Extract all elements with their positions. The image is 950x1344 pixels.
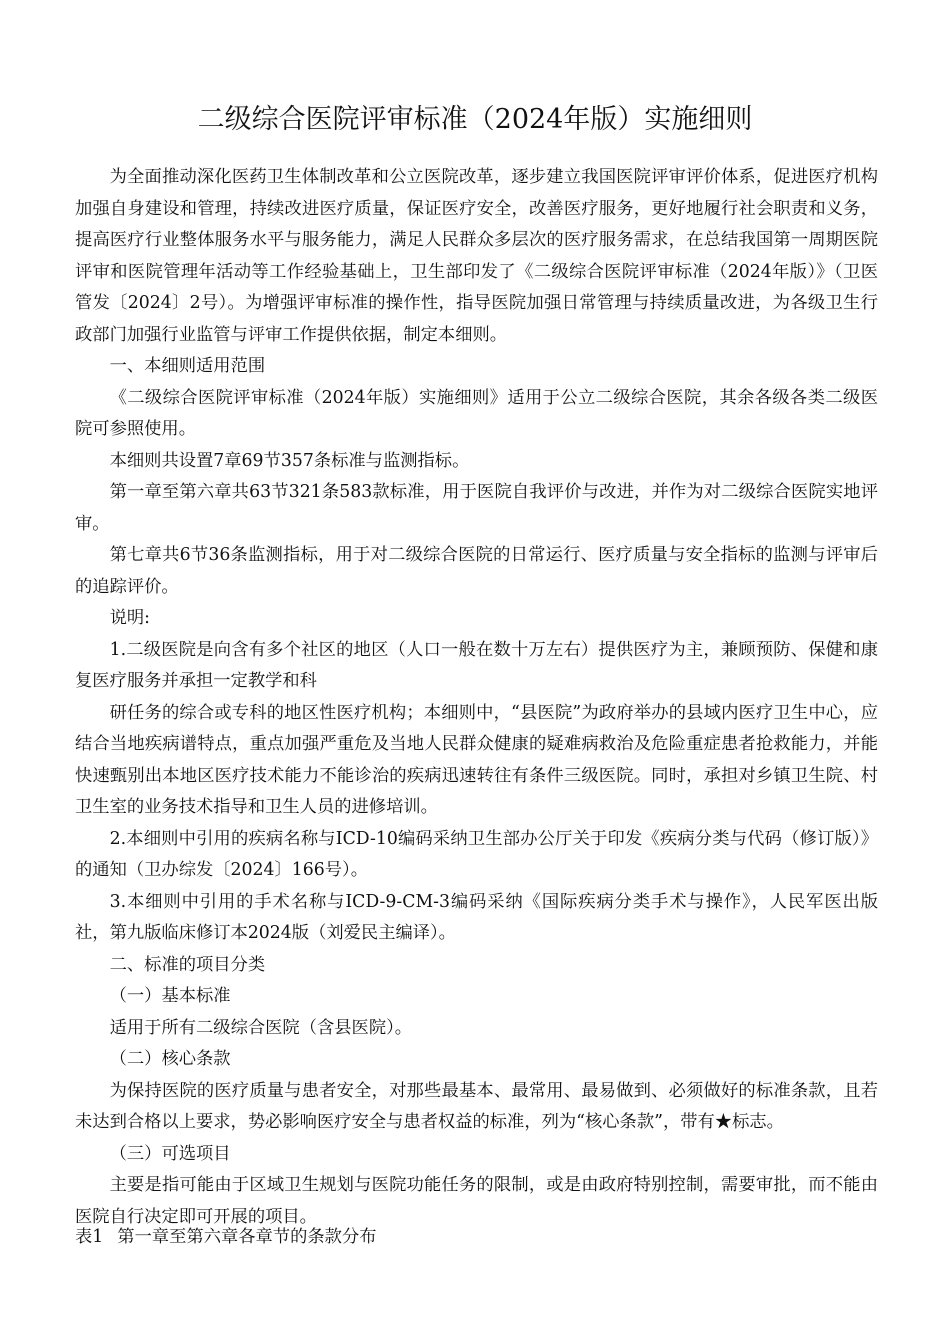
- subheading-basic-standard: （一）基本标准: [109, 986, 231, 1006]
- intro-paragraph: 为全面推动深化医药卫生体制改革和公立医院改革，逐步建立我国医院评审评价体系，促进医疗机构加强自身建设和管理，持续改进医疗质量，保证医疗安全，改善医疗服务，更好地履行社会职责和义务，提高医疗行业整体服务水平与服务能力，满足人民群众多层次的医疗服务需求，在总结我国第一周期医院评审和医院管理年活动等工作经验基础上，卫生部印发了《二级综合医院评审标准（2024年版）》（卫医管发〔2024〕2号）。为增强评审标准的操作性，指导医院加强日常管理与持续质量改进，为各级卫生行政部门加强行业监管与评审工作提供依据，制定本细则。: [75, 167, 878, 345]
- note-2-paragraph: 2.本细则中引用的疾病名称与ICD-10编码采纳卫生部办公厅关于印发《疾病分类与代码（修订版）》的通知（卫办综发〔2024〕166号）。: [75, 828, 878, 880]
- notes-heading: 说明:: [109, 608, 150, 628]
- core-clause-paragraph: 为保持医院的医疗质量与患者安全，对那些最基本、最常用、最易做到、必须做好的标准条款，且若未达到合格以上要求，势必影响医疗安全与患者权益的标准，列为“核心条款”，带有★标志。: [75, 1080, 878, 1132]
- note-3-paragraph: 3.本细则中引用的手术名称与ICD-9-CM-3编码采纳《国际疾病分类手术与操作》，人民军医出版社，第九版临床修订本2024版（刘爱民主编译）。: [75, 891, 878, 943]
- table-caption: [75, 1222, 377, 1254]
- table-caption-text: 第一章至第六章各章节的条款分布: [117, 1227, 377, 1247]
- note-1-continuation: 研任务的综合或专科的地区性医疗机构；本细则中，“县医院”为政府举办的县域内医疗卫生中心，应结合当地疾病谱特点，重点加强严重危及当地人民群众健康的疑难病救治及危险重症患者抢救能力，并能快速甄别出本地区医疗技术能力不能诊治的疾病迅速转往有条件三级医院。同时，承担对乡镇卫生院、村卫生室的业务技术指导和卫生人员的进修培训。: [75, 702, 878, 817]
- subheading-optional-items: （三）可选项目: [109, 1143, 231, 1164]
- scope-paragraph: 《二级综合医院评审标准（2024年版）实施细则》适用于公立二级综合医院，其余各级各类二级医院可参照使用。: [75, 387, 878, 439]
- basic-standard-paragraph: 适用于所有二级综合医院（含县医院）。: [109, 1017, 413, 1038]
- optional-items-paragraph: 主要是指可能由于区域卫生规划与医院功能任务的限制，或是由政府特别控制，需要审批，而不能由医院自行决定即可开展的项目。: [75, 1175, 878, 1227]
- section-heading-classification: 二、标准的项目分类: [109, 954, 266, 975]
- chapters-1-6-paragraph: 第一章至第六章共63节321条583款标准，用于医院自我评价与改进，并作为对二级综合医院实地评审。: [75, 482, 878, 534]
- subheading-core-clause: （二）核心条款: [109, 1049, 231, 1069]
- section-heading-scope: 一、本细则适用范围: [109, 356, 266, 376]
- document-title: 二级综合医院评审标准（2024年版）实施细则: [197, 104, 753, 135]
- table-caption-label: 表1: [75, 1227, 104, 1247]
- structure-paragraph: 本细则共设置7章69节357条标准与监测指标。: [109, 450, 470, 471]
- document-body: [75, 162, 878, 1233]
- note-1-paragraph: 1.二级医院是向含有多个社区的地区（人口一般在数十万左右）提供医疗为主，兼顾预防、保健和康复医疗服务并承担一定教学和科: [75, 639, 878, 691]
- chapter-7-paragraph: 第七章共6节36条监测指标，用于对二级综合医院的日常运行、医疗质量与安全指标的监测与评审后的追踪评价。: [75, 545, 878, 597]
